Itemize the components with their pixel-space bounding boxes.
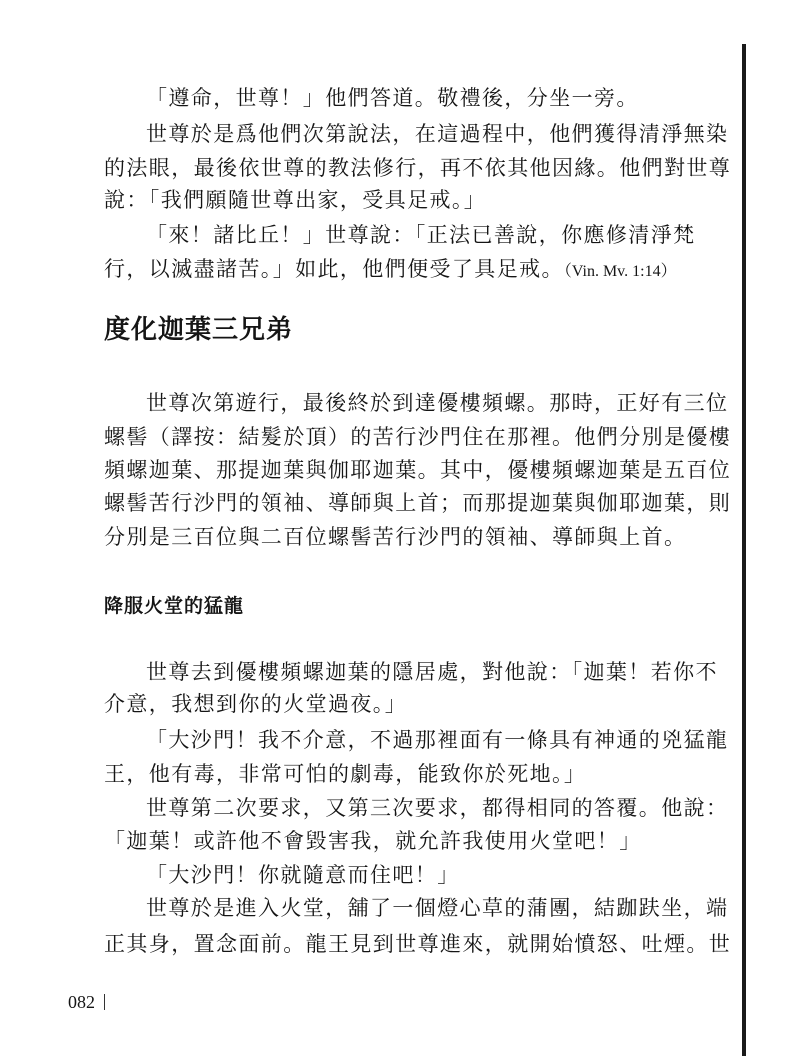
- text-line-9: 頻螺迦葉、那提迦葉與伽耶迦葉。其中，優樓頻螺迦葉是五百位: [104, 458, 732, 482]
- subsection-heading: 降服火堂的猛龍: [104, 595, 245, 617]
- text-line-1: 「遵命，世尊！」他們答道。敬禮後，分坐一旁。: [146, 86, 639, 110]
- page-number: 082: [68, 992, 95, 1012]
- text-line-6-body: 行，以滅盡諸苦。」如此，他們便受了具足戒。: [104, 257, 564, 281]
- text-line-3: 的法眼，最後依世尊的教法修行，再不依其他因緣。他們對世尊: [104, 156, 732, 180]
- section-heading: 度化迦葉三兄弟: [104, 315, 294, 345]
- text-line-4: 說：「我們願隨世尊出家，受具足戒。」: [104, 188, 487, 212]
- text-line-17: 「迦葉！或許他不會毀害我，就允許我使用火堂吧！」: [104, 829, 642, 853]
- text-line-6: [104, 255, 677, 286]
- vinaya-citation: （Vin. Mv. 1:14）: [563, 263, 677, 280]
- right-margin-rule: [742, 44, 746, 1056]
- text-line-11: 分別是三百位與二百位螺髻苦行沙門的領袖、導師與上首。: [104, 525, 687, 549]
- text-line-18: 「大沙門！你就隨意而住吧！」: [146, 863, 460, 887]
- text-line-8: 螺髻（譯按：結髮於頂）的苦行沙門住在那裡。他們分別是優樓: [104, 425, 732, 449]
- text-line-14: 「大沙門！我不介意，不過那裡面有一條具有神通的兇猛龍: [146, 728, 729, 752]
- text-line-15: 王，他有毒，非常可怕的劇毒，能致你於死地。」: [104, 762, 587, 786]
- text-line-19: 世尊於是進入火堂，舖了一個燈心草的蒲團，結跏趺坐，端: [146, 896, 729, 920]
- text-line-12: 世尊去到優樓頻螺迦葉的隱居處，對他說：「迦葉！若你不: [146, 660, 718, 684]
- text-line-13: 介意，我想到你的火堂過夜。」: [104, 692, 408, 716]
- text-line-7: 世尊次第遊行，最後終於到達優樓頻螺。那時，正好有三位: [146, 391, 729, 415]
- text-line-20: 正其身，置念面前。龍王見到世尊進來，就開始憤怒、吐煙。世: [104, 932, 732, 956]
- text-line-5: 「來！諸比丘！」世尊說：「正法已善說，你應修清淨梵: [146, 223, 696, 247]
- text-line-16: 世尊第二次要求，又第三次要求，都得相同的答覆。他說：: [146, 796, 729, 820]
- text-line-2: 世尊於是爲他們次第說法，在這過程中，他們獲得清淨無染: [146, 122, 729, 146]
- folio-divider: [104, 994, 105, 1010]
- text-line-10: 螺髻苦行沙門的領袖、導師與上首；而那提迦葉與伽耶迦葉，則: [104, 491, 732, 515]
